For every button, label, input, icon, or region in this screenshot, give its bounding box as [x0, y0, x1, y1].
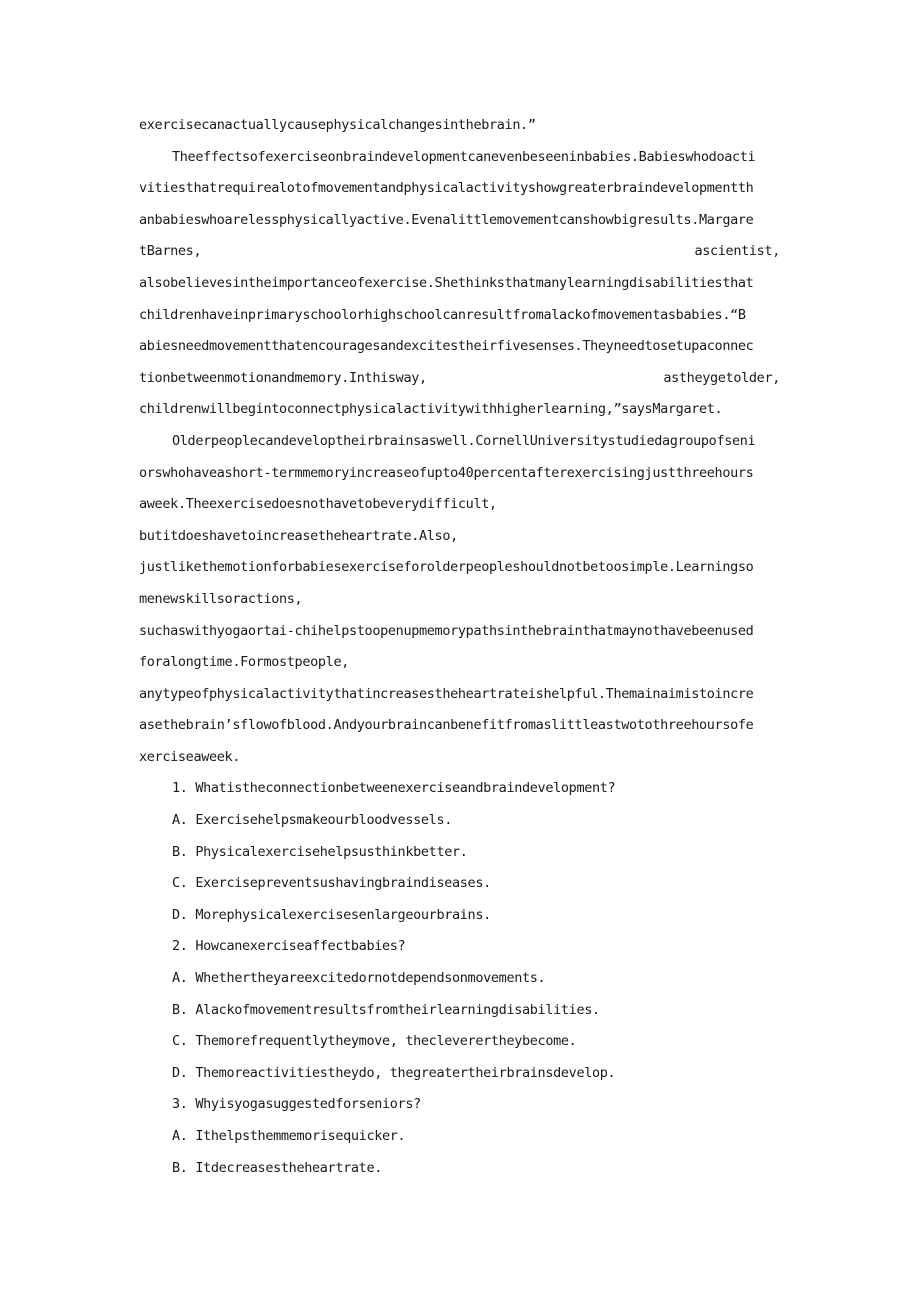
question-stem: 2. Howcanexerciseaffectbabies?: [172, 938, 406, 955]
answer-option: C. Exercisepreventsushavingbraindiseases.: [172, 875, 491, 892]
answer-option: B. Alackofmovementresultsfromtheirlearningdisabilities.: [172, 1001, 600, 1018]
article-line: aweek.Theexercisedoesnothavetobeverydifficult,: [139, 496, 497, 513]
answer-option: A. Exercisehelpsmakeourbloodvessels.: [172, 812, 452, 829]
answer-option: A. Whethertheyareexcitedornotdependsonmovements.: [172, 970, 546, 987]
article-line: xerciseaweek.: [139, 748, 241, 765]
article-line: Theeffectsofexerciseonbraindevelopmentcanevenbeseeninbabies.Babieswhodoacti: [172, 148, 756, 165]
answer-option: D. Themoreactivitiestheydo, thegreatertheirbrainsdevelop.: [172, 1064, 616, 1081]
article-line: foralongtime.Formostpeople,: [139, 654, 349, 671]
article-line: anytypeofphysicalactivitythatincreasestheheartrateishelpful.Themainaimistoincre: [139, 685, 754, 702]
article-line: menewskillsoractions,: [139, 590, 303, 607]
article-line: butitdoeshavetoincreasetheheartrate.Also,: [139, 527, 458, 544]
article-line: orswhohaveashort-termmemoryincreaseofupto40percentafterexercisingjustthreehours: [139, 464, 754, 481]
question-stem: 3. Whyisyogasuggestedforseniors?: [172, 1096, 421, 1113]
answer-option: B. Physicalexercisehelpsusthinkbetter.: [172, 843, 468, 860]
article-line: [139, 236, 780, 268]
article-line: alsobelievesintheimportanceofexercise.Shethinksthatmanylearningdisabilitiesthat: [139, 274, 754, 291]
article-line: childrenhaveinprimaryschoolorhighschoolcanresultfromalackofmovementasbabies.“B: [139, 306, 746, 323]
article-line-segment: astheygetolder,: [663, 369, 780, 386]
article-line: Olderpeoplecandeveloptheirbrainsaswell.CornellUniversitystudiedagroupofseni: [172, 432, 756, 449]
article-line: vitiesthatrequirealotofmovementandphysicalactivityshowgreaterbraindevelopmentth: [139, 180, 754, 197]
article-line: abiesneedmovementthatencouragesandexcitestheirfivesenses.Theyneedtosetupaconnec: [139, 338, 754, 355]
answer-option: D. Morephysicalexercisesenlargeourbrains.: [172, 906, 491, 923]
article-body: [139, 110, 780, 773]
question-stem: 1. Whatistheconnectionbetweenexerciseandbraindevelopment?: [172, 780, 616, 797]
article-line: [139, 363, 780, 395]
answer-option: B. Itdecreasestheheartrate.: [172, 1159, 382, 1176]
article-line: justlikethemotionforbabiesexerciseforolderpeopleshouldnotbetoosimple.Learningso: [139, 559, 754, 576]
document-content: [139, 110, 780, 1184]
article-line: childrenwillbegintoconnectphysicalactivitywithhigherlearning,”saysMargaret.: [139, 401, 723, 418]
article-line: anbabieswhoarelessphysicallyactive.Evenalittlemovementcanshowbigresults.Margare: [139, 211, 754, 228]
answer-option: C. Themorefrequentlytheymove, thecleverertheybecome.: [172, 1033, 577, 1050]
article-line: asethebrain’sflowofblood.Andyourbraincanbenefitfromaslittleastwotothreehoursofe: [139, 717, 754, 734]
answer-option: A. Ithelpsthemmemorisequicker.: [172, 1128, 406, 1144]
article-line: suchaswithyogaortai-chihelpstoopenupmemorypathsinthebrainthatmaynothavebeenused: [139, 622, 754, 639]
article-line-segment: tBarnes,: [139, 243, 202, 260]
article-line-segment: ascientist,: [694, 243, 780, 260]
question-list: [139, 773, 780, 1184]
article-line: exercisecanactuallycausephysicalchangesinthebrain.”: [139, 117, 536, 133]
article-line-segment: tionbetweenmotionandmemory.Inthisway,: [139, 369, 427, 386]
